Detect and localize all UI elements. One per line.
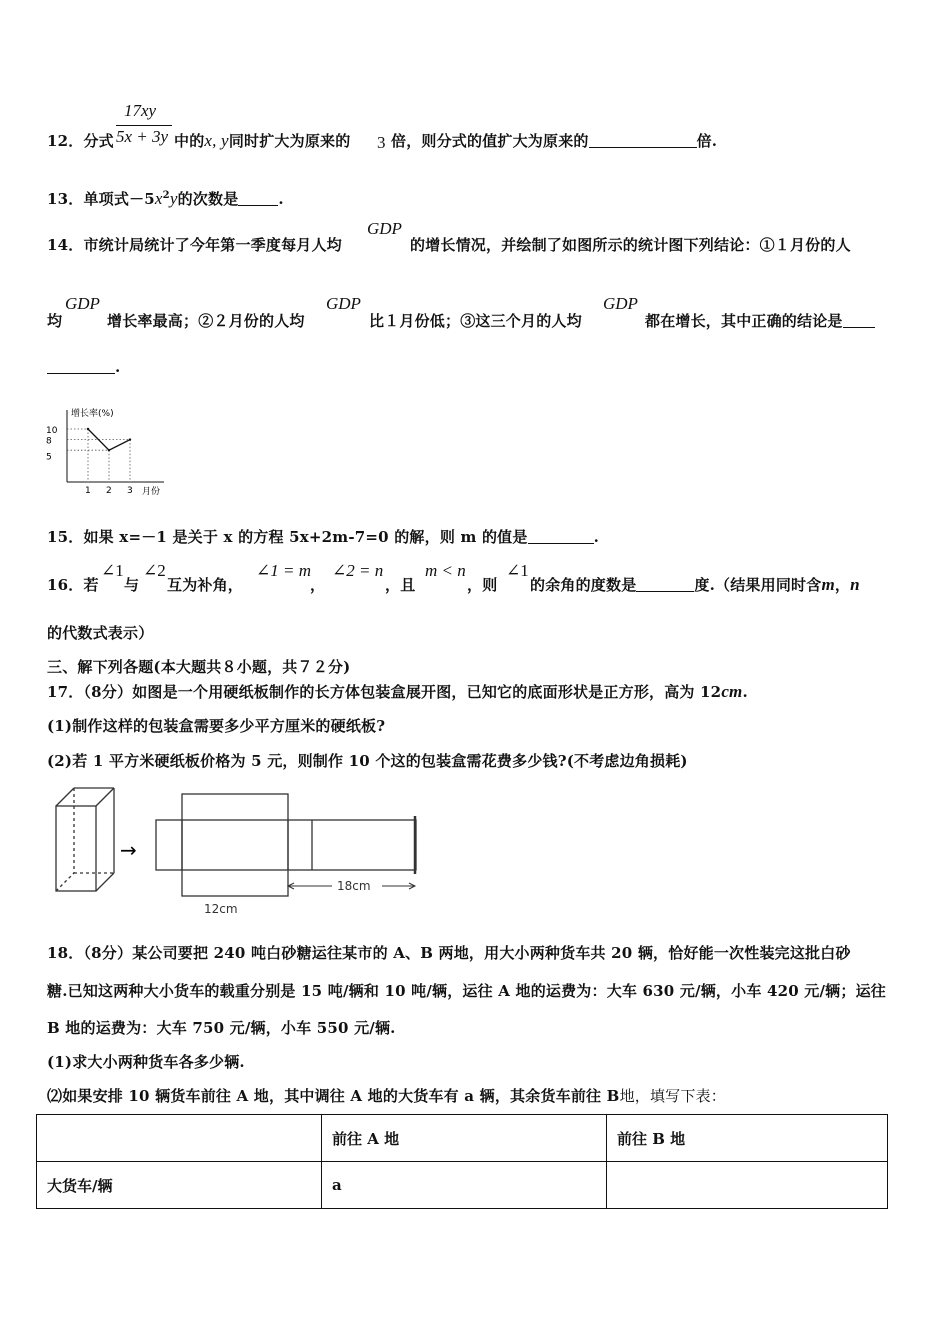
q16-lead: 16．若: [47, 576, 99, 594]
q16-w2: 与: [124, 576, 140, 594]
q12-numerator: 17xy: [124, 101, 157, 120]
q16-ineq: m < n: [425, 561, 466, 580]
chart-point: [108, 449, 110, 451]
q18-part1: (1)求大小两种货车各多少辆.: [47, 1053, 245, 1071]
q14-answer-blank-b[interactable]: [47, 359, 115, 374]
q15: 15．如果 x=－1 是关于 x 的方程 5x+2m-7=0 的解，则 m 的值是 .: [47, 528, 599, 546]
q12-tail: 倍，则分式的值扩大为原来的 倍.: [391, 132, 718, 150]
chart-xlabel: 月份: [142, 487, 161, 497]
table-cell: 大货车/辆: [37, 1162, 322, 1209]
q16-c3: ，则: [467, 576, 498, 594]
q16-eq1: ∠1 = m: [256, 561, 311, 580]
q18-line3: B 地的运费为：大车 750 元/辆，小车 550 元/辆.: [47, 1019, 396, 1037]
q12-prefix: 12．分式: [47, 132, 114, 150]
q14-line1: 14．市统计局统计了今年第一季度每月人均: [47, 236, 342, 254]
q14-line2-a: 均: [47, 312, 63, 330]
q12-factor: 3: [377, 133, 386, 152]
chart-xtick-label: 2: [106, 486, 112, 496]
table-row: [37, 1115, 888, 1162]
chart-xtick-label: 1: [85, 486, 91, 496]
table-header-cell: 前往 A 地: [322, 1115, 607, 1162]
q17-dim-18: 18cm: [337, 879, 371, 893]
q14-line2-b: 增长率最高；②２月份的人均: [107, 312, 305, 330]
q16-w3: 互为补角，: [167, 576, 244, 594]
chart-ytick-label: 10: [46, 426, 58, 436]
q18-line2: 糖.已知这两种大小货车的载重分别是 15 吨/辆和 10 吨/辆，运往 A 地的运费为：大车 630 元/辆，小车 420 元/辆；运往: [47, 982, 886, 1000]
q16-answer-blank[interactable]: [636, 577, 694, 592]
q17-part1: (1)制作这样的包装盒需要多少平方厘米的硬纸板?: [47, 717, 386, 735]
q14-line1-b: 的增长情况，并绘制了如图所示的统计图下列结论：①１月份的人: [410, 236, 851, 254]
chart-point: [87, 428, 89, 430]
q14-line3: .: [47, 358, 120, 376]
q16-tail: 的余角的度数是 度.（结果用同时含m，n: [530, 575, 860, 594]
q18-line1: 18．（8分）某公司要把 240 吨白砂糖运往某市的 A、B 两地，用大小两种货车共 20 辆，恰好能一次性装完这批白砂: [47, 944, 851, 962]
q17-box-net-figure: [48, 782, 428, 922]
q14-gdp-4: GDP: [603, 294, 638, 313]
q16-c1: ，: [310, 576, 326, 594]
q14-gdp-3: GDP: [326, 294, 361, 313]
q16-line2: 的代数式表示）: [47, 624, 154, 642]
table-cell[interactable]: a: [322, 1162, 607, 1209]
q14-answer-blank-a[interactable]: [843, 313, 875, 328]
table-header-cell: [37, 1115, 322, 1162]
q12-answer-blank[interactable]: [589, 133, 697, 148]
section-3-heading: 三、解下列各题(本大题共８小题，共７２分): [47, 658, 351, 676]
table-row: [37, 1162, 888, 1209]
q15-answer-blank[interactable]: [528, 529, 594, 544]
chart-xtick-label: 3: [127, 486, 133, 496]
chart-ylabel: 增长率(%): [71, 409, 114, 419]
table-cell[interactable]: [607, 1162, 888, 1209]
q17-line1: 17．（8分）如图是一个用硬纸板制作的长方体包装盒展开图，已知它的底面形状是正方形，高为 12cm.: [47, 682, 748, 701]
q18-part2: ⑵如果安排 10 辆货车前往 A 地，其中调往 A 地的大货车有 a 辆，其余货车前往 B地，填写下表：: [47, 1087, 726, 1105]
q17-arrow: →: [120, 838, 137, 862]
chart-point: [129, 438, 131, 440]
q16-angle1: ∠1: [101, 561, 124, 580]
q16-angle2: ∠2: [143, 561, 166, 580]
q14-line2-c: 比１月份低；③这三个月的人均: [369, 312, 582, 330]
q17-box-3d: [56, 788, 114, 891]
q14-gdp-1: GDP: [367, 219, 402, 238]
chart-ytick-label: 8: [46, 436, 52, 447]
q12-denominator: 5x + 3y: [116, 127, 169, 146]
q12-fraction-bar: [116, 125, 172, 126]
q12-body: 中的x, y同时扩大为原来的: [174, 131, 351, 150]
q18-fill-table: [36, 1114, 888, 1209]
table-header-cell: 前往 B 地: [607, 1115, 888, 1162]
q13: 13．单项式$-5x^2y$的次数是 .: [47, 189, 284, 208]
q16-angle3: ∠1: [506, 561, 529, 580]
q17-dim-12: 12cm: [204, 902, 238, 916]
q14-growth-chart: [44, 402, 184, 502]
chart-ytick-label: 5: [46, 452, 52, 463]
q16-c2: ，且: [385, 576, 416, 594]
q16-eq2: ∠2 = n: [332, 561, 384, 580]
q17-part2: (2)若 1 平方米硬纸板价格为 5 元，则制作 10 个这的包装盒需花费多少钱?(不考虑边角损耗): [47, 752, 688, 770]
q13-answer-blank[interactable]: [238, 191, 278, 206]
q14-line2-d: 都在增长，其中正确的结论是: [645, 310, 875, 331]
q14-gdp-2: GDP: [65, 294, 100, 313]
